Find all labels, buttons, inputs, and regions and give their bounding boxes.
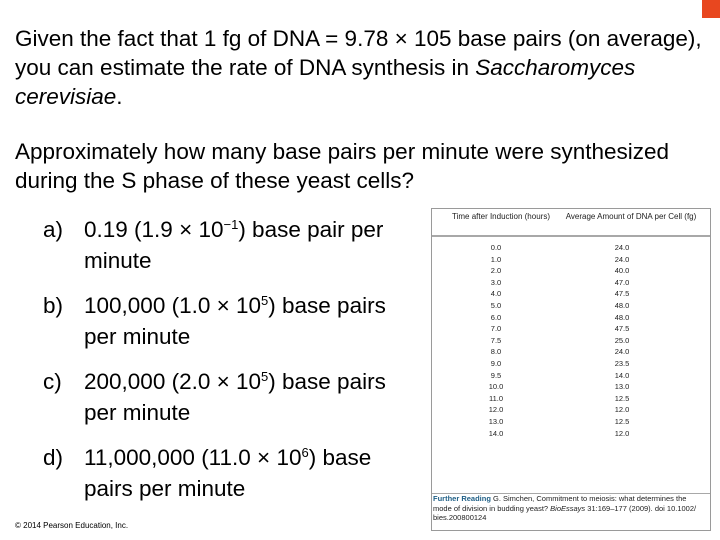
time-cell: 6.0 xyxy=(490,312,502,322)
answer-list xyxy=(43,214,403,518)
table-row xyxy=(432,335,710,347)
species-name: Saccharomyces cerevisiae xyxy=(15,55,636,109)
answer-letter: c) xyxy=(43,369,62,394)
further-reading-label: Further Reading xyxy=(433,494,491,503)
dna-amount-cell: 24.0 xyxy=(614,254,630,264)
answer-main: 100,000 (1.0 × 10 xyxy=(84,293,262,318)
further-reading-text: G. Simchen, Commitment to meiosis: what determines the mode of division in budding yeast? xyxy=(433,494,687,513)
answer-unit: ) base pair per minute xyxy=(84,217,384,273)
table-body xyxy=(432,242,710,439)
answer-a[interactable] xyxy=(43,214,403,276)
question-text: Approximately how many base pairs per minute were synthesized during the S phase of these yeast cells? xyxy=(15,139,670,193)
time-cell: 3.0 xyxy=(490,277,502,287)
table-row xyxy=(432,254,710,266)
table-row xyxy=(432,404,710,416)
table-row xyxy=(432,346,710,358)
table-row xyxy=(432,277,710,289)
header-amount: Average Amount of DNA per Cell (fg) xyxy=(565,212,697,221)
corner-accent xyxy=(702,0,720,18)
time-cell: 9.5 xyxy=(490,370,502,380)
table-row xyxy=(432,416,710,428)
answer-letter: b) xyxy=(43,293,64,318)
dna-amount-cell: 14.0 xyxy=(614,370,630,380)
time-cell: 7.0 xyxy=(490,324,502,334)
time-cell: 13.0 xyxy=(488,416,504,426)
answer-unit: ) base pairs per minute xyxy=(84,369,386,425)
dna-amount-cell: 12.5 xyxy=(614,416,630,426)
table-row xyxy=(432,428,710,440)
time-cell: 7.5 xyxy=(490,335,502,345)
intro-period: . xyxy=(116,84,123,109)
time-cell: 2.0 xyxy=(490,266,502,276)
time-cell: 11.0 xyxy=(488,393,504,403)
answer-exponent: 5 xyxy=(261,293,269,308)
answer-exponent: 5 xyxy=(261,369,269,384)
copyright-footer: © 2014 Pearson Education, Inc. xyxy=(15,521,129,530)
further-reading xyxy=(432,494,705,523)
time-cell: 14.0 xyxy=(488,428,504,438)
table-row xyxy=(432,288,710,300)
answer-unit: ) base pairs per minute xyxy=(84,445,372,501)
answer-text xyxy=(84,442,403,504)
answer-text xyxy=(84,366,403,428)
time-cell: 12.0 xyxy=(488,405,504,415)
time-cell: 5.0 xyxy=(490,300,502,310)
time-cell: 0.0 xyxy=(490,243,502,252)
table-row xyxy=(432,300,710,312)
time-cell: 4.0 xyxy=(490,289,502,299)
further-reading-ref: 31:169–177 (2009). doi 10.1002/ bies.200800124 xyxy=(433,503,697,522)
table-row xyxy=(432,242,710,254)
dna-amount-cell: 24.0 xyxy=(614,347,630,357)
table-header xyxy=(432,209,710,237)
dna-amount-cell: 12.0 xyxy=(614,405,630,415)
dna-amount-cell: 12.0 xyxy=(614,428,630,438)
time-cell: 1.0 xyxy=(490,254,502,264)
dna-amount-cell: 48.0 xyxy=(614,312,630,322)
intro-line: Given the fact that 1 fg of DNA = 9.78 × 105 base pairs (on average), you can estimate the rate of DNA synthesis in xyxy=(15,26,702,80)
answer-main: 200,000 (2.0 × 10 xyxy=(84,369,262,394)
time-cell: 10.0 xyxy=(488,382,504,392)
dna-amount-cell: 47.5 xyxy=(614,324,630,334)
answer-text xyxy=(84,290,403,352)
table-row xyxy=(432,265,710,277)
dna-amount-cell: 48.0 xyxy=(614,300,630,310)
time-cell: 9.0 xyxy=(490,358,502,368)
dna-amount-cell: 47.5 xyxy=(614,289,630,299)
answer-letter: a) xyxy=(43,217,64,242)
answer-d[interactable] xyxy=(43,442,403,504)
answer-c[interactable] xyxy=(43,366,403,428)
answer-exponent: −1 xyxy=(223,217,239,232)
dna-table xyxy=(431,208,711,531)
dna-amount-cell: 47.0 xyxy=(614,277,630,287)
dna-amount-cell: 25.0 xyxy=(614,335,630,345)
table-row xyxy=(432,370,710,382)
table-row xyxy=(432,323,710,335)
intro-text xyxy=(15,24,705,111)
table-row xyxy=(432,381,710,393)
dna-amount-cell: 40.0 xyxy=(614,266,630,276)
answer-unit: ) base pairs per minute xyxy=(84,293,386,349)
answer-text xyxy=(84,214,403,276)
answer-main: 11,000,000 (11.0 × 10 xyxy=(84,445,302,470)
answer-exponent: 6 xyxy=(301,445,309,460)
time-cell: 8.0 xyxy=(490,347,502,357)
dna-amount-cell: 13.0 xyxy=(614,382,630,392)
dna-amount-cell: 24.0 xyxy=(614,243,630,252)
further-reading-journal: BioEssays xyxy=(550,503,586,513)
dna-amount-cell: 12.5 xyxy=(614,393,630,403)
answer-letter: d) xyxy=(43,445,64,470)
header-time: Time after Induction (hours) xyxy=(452,212,550,221)
table-row xyxy=(432,393,710,405)
table-row xyxy=(432,312,710,324)
answer-b[interactable] xyxy=(43,290,403,352)
dna-amount-cell: 23.5 xyxy=(614,358,630,368)
answer-main: 0.19 (1.9 × 10 xyxy=(84,217,224,242)
table-row xyxy=(432,358,710,370)
